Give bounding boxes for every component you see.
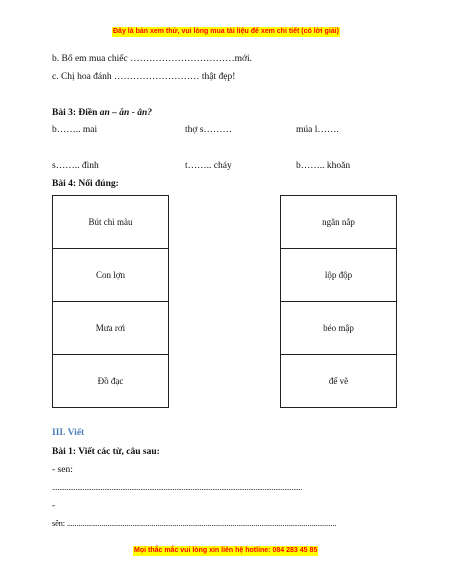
- right-box-label: đế vẽ: [328, 376, 349, 386]
- sentence-b: b. Bố em mua chiếc ……………………………mới.: [52, 54, 253, 64]
- right-box-3[interactable]: [280, 301, 397, 355]
- right-box-label: ngăn nắp: [322, 217, 355, 227]
- left-box-label: Mưa rơi: [95, 323, 126, 333]
- section-3-title: III. Viết: [52, 428, 85, 438]
- header-banner: Đây là bản xem thử, vui lòng mua tài liệu để xem chi tiết (có lời giải): [113, 28, 339, 35]
- bai3-title-italic: an – ăn - ân?: [99, 108, 153, 118]
- bai3-row2-col3: b…….. khoăn: [296, 161, 351, 171]
- sentence-c: c. Chị hoa đánh ……………………… thật đẹp!: [52, 72, 236, 82]
- right-box-4[interactable]: [280, 354, 397, 408]
- bai3-row2-col2: t…….. cháy: [185, 161, 232, 171]
- left-box-label: Con lợn: [95, 270, 125, 280]
- left-box-label: Bút chì màu: [88, 217, 133, 227]
- dash-line: -: [52, 501, 56, 511]
- left-box-1[interactable]: [52, 195, 169, 249]
- bai3-title: [52, 107, 152, 119]
- bai3-row2-col1: s…….. đình: [52, 161, 99, 171]
- line-sen2: sên: ............................................................................................................................................: [52, 518, 337, 528]
- bai4-title: Bài 4: Nối đúng:: [52, 179, 119, 189]
- bai3-row1-col2: thợ s………: [185, 125, 232, 135]
- right-box-2[interactable]: [280, 248, 397, 302]
- footer-banner: Mọi thắc mắc vui lòng xin liên hệ hotline: 084 283 45 85: [134, 547, 318, 554]
- bai3-title-prefix: Bài 3: Điền: [52, 108, 100, 118]
- bai3-row1-col3: múa l…….: [296, 125, 339, 135]
- right-box-1[interactable]: [280, 195, 397, 249]
- dotted-line-1: ...........................................................................................................................................: [52, 483, 303, 492]
- left-box-2[interactable]: [52, 248, 169, 302]
- line-sen: - sen:: [52, 465, 73, 475]
- right-box-label: lộp độp: [324, 270, 353, 280]
- left-box-label: Đồ đạc: [97, 376, 124, 386]
- bai3-row1-col1: b…….. mai: [52, 125, 98, 135]
- right-box-label: béo mập: [323, 323, 354, 333]
- left-box-3[interactable]: [52, 301, 169, 355]
- section-3-bai1-title: Bài 1: Viết các từ, câu sau:: [52, 447, 160, 457]
- left-box-4[interactable]: [52, 354, 169, 408]
